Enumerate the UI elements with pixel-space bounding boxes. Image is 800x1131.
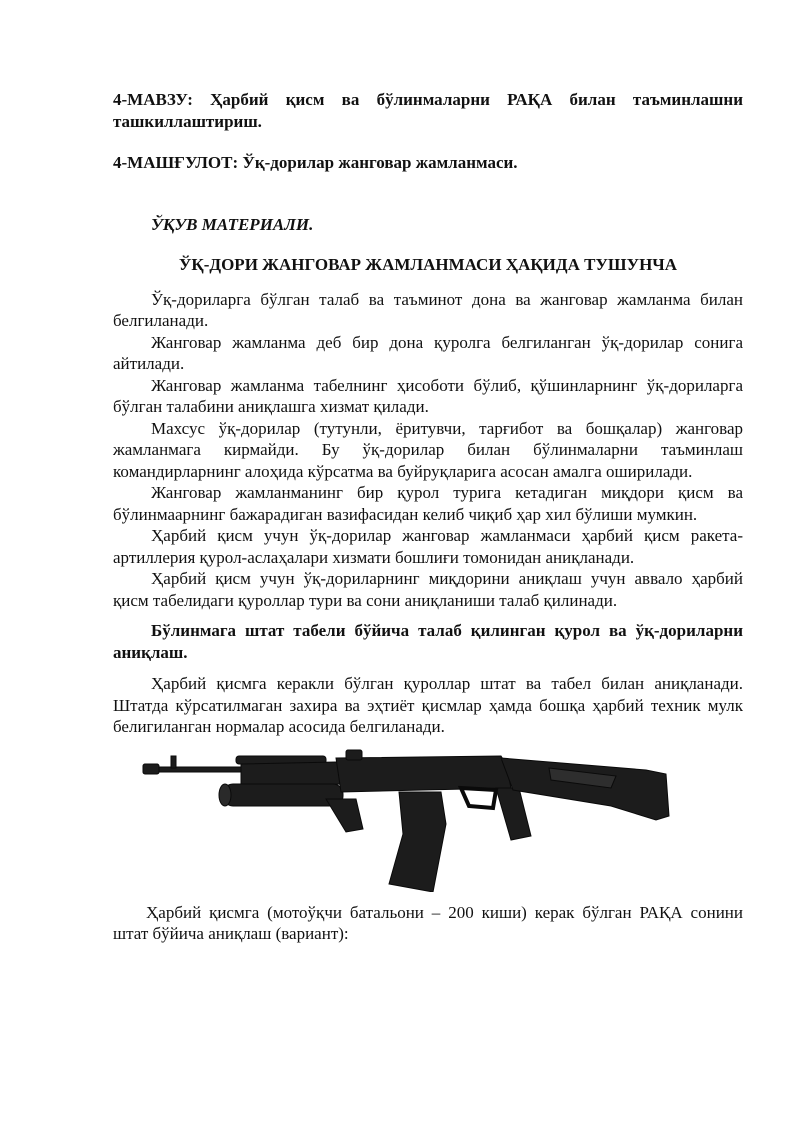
paragraph: Ҳарбий қисм учун ўқ-дориларнинг миқдорини аниқлаш учун аввало ҳарбий қисм табелидаги қуроллар тури ва сони аниқланиши талаб қилинади. bbox=[113, 569, 743, 610]
paragraph: Ўқ-дориларга бўлган талаб ва таъминот дона ва жанговар жамланма билан белгиланади. bbox=[113, 289, 743, 330]
material-heading: ЎҚУВ МАТЕРИАЛИ. bbox=[151, 214, 314, 234]
topic-text: Ҳарбий қисм ва бўлинмаларни РАҚА билан таъминлашни ташкиллаштириш. bbox=[113, 90, 743, 131]
final-paragraph: Ҳарбий қисмга (мотоўқчи батальони – 200 киши) керак бўлган РАҚА сонини штат бўйича аниқлаш (вариант): bbox=[113, 902, 743, 943]
paragraph: Махсус ўқ-дорилар (тутунли, ёритувчи, тарғибот ва бошқалар) жанговар жамланмага кирмайди. Бу ўқ-дорилар билан бўлинмаларни таъминлаш командирларнинг алоҳида кўрсатма ва буйруқларига асосан амалга оширилади. bbox=[113, 418, 743, 481]
lesson-label: 4-МАШҒУЛОТ bbox=[113, 153, 233, 172]
paragraph: Жанговар жамланманинг бир қурол турига кетадиган миқдори қисм ва бўлинмаарнинг бажарадиган вазифасидан келиб чиқиб ҳар хил бўлиши мумкин. bbox=[113, 483, 743, 524]
rifle-figure bbox=[113, 744, 743, 894]
paragraph: Ҳарбий қисм учун ўқ-дорилар жанговар жамланмаси ҳарбий қисм ракета-артиллерия қурол-аслаҳалари хизмати бошлиғи томонидан аниқланади. bbox=[113, 526, 743, 567]
document-page bbox=[113, 80, 743, 945]
rifle-with-grenade-launcher-image bbox=[141, 744, 671, 892]
topic-label: 4-МАВЗУ: bbox=[113, 90, 193, 109]
paragraph: Ҳарбий қисмга керакли бўлган қуроллар штат ва табел билан аниқланади. Штатда кўрсатилмаган захира ва эҳтиёт қисмлар ҳамда бошқа ҳарбий техник мулк белигиланган нормалар асосида белгиланади. bbox=[113, 674, 743, 736]
lesson-text: : Ўқ-дорилар жанговар жамланмаси. bbox=[232, 153, 518, 172]
paragraph: Жанговар жамланма табелнинг ҳисоботи бўлиб, қўшинларнинг ўқ-дориларга бўлган талабини аниқлашга хизмат қилади. bbox=[113, 375, 743, 416]
section-title: ЎҚ-ДОРИ ЖАНГОВАР ЖАМЛАНМАСИ ҲАҚИДА ТУШУНЧА bbox=[178, 255, 678, 274]
subheading: Бўлинмага штат табели бўйича талаб қилинган қурол ва ўқ-дориларни аниқлаш. bbox=[113, 621, 743, 662]
paragraph: Жанговар жамланма деб бир дона қуролга белгиланган ўқ-дорилар сонига айтилади. bbox=[113, 332, 743, 373]
lesson-heading bbox=[113, 152, 743, 174]
topic-heading bbox=[113, 89, 743, 132]
